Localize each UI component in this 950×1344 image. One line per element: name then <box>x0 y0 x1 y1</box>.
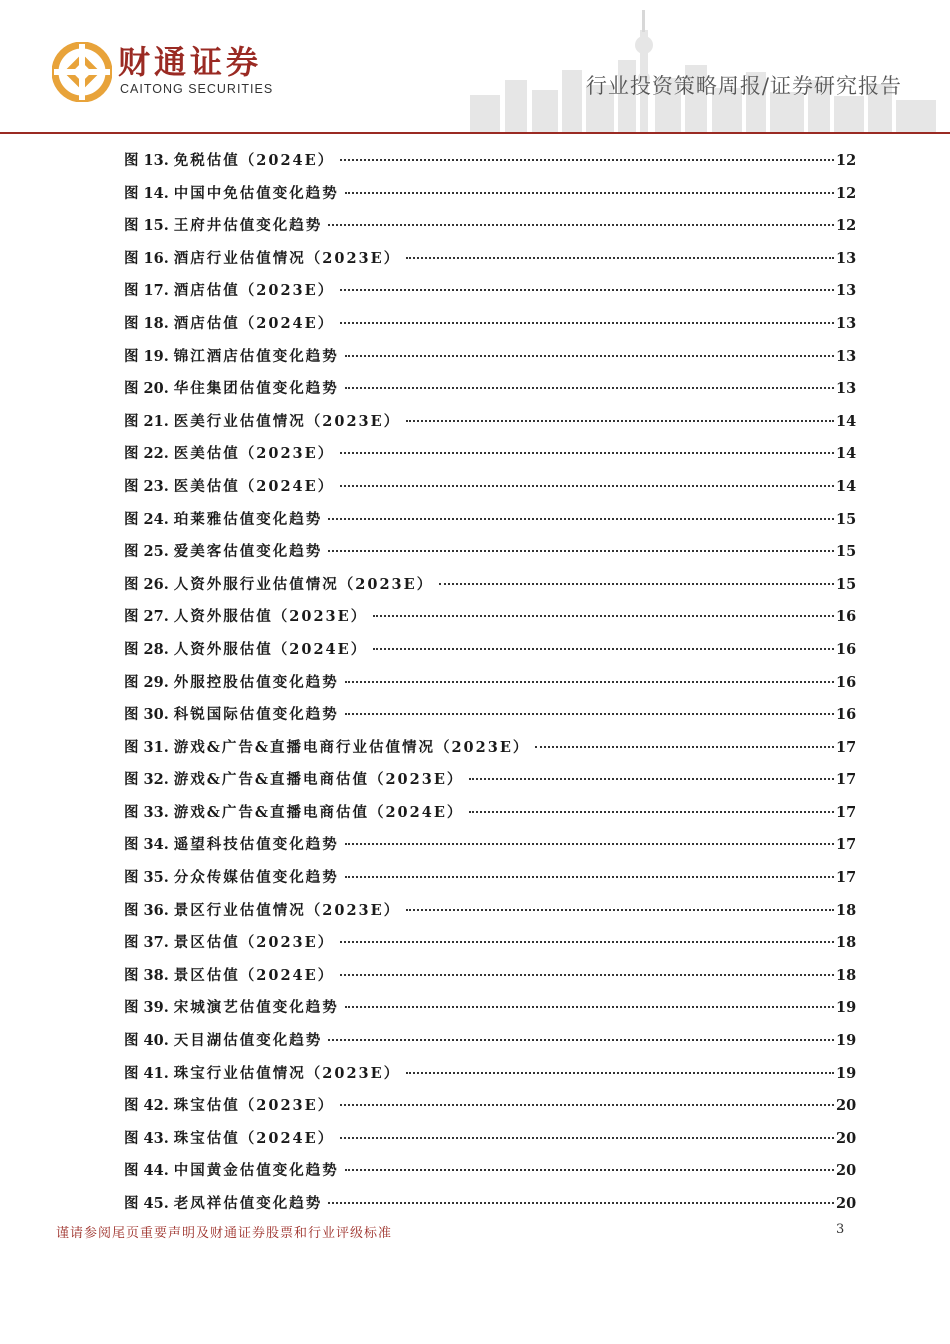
toc-entry-page: 15 <box>836 575 857 593</box>
toc-entry-title: 人资外服估值（2024E） <box>173 640 368 658</box>
toc-entry-title: 遥望科技估值变化趋势 <box>173 836 339 854</box>
toc-dot-leader <box>340 437 834 454</box>
toc-entry-page: 17 <box>836 869 857 887</box>
toc-dot-leader <box>406 242 834 259</box>
toc-entry-page: 18 <box>836 966 857 984</box>
toc-entry-page: 17 <box>836 836 857 854</box>
toc-entry-number: 图 20. <box>124 380 169 398</box>
toc-entry-page: 14 <box>836 445 857 463</box>
toc-entry-page: 20 <box>836 1129 857 1147</box>
toc-entry-page: 19 <box>836 999 857 1017</box>
disclaimer-note: 谨请参阅尾页重要声明及财通证券股票和行业评级标准 <box>56 1226 393 1241</box>
toc-entry-title: 外服控股估值变化趋势 <box>173 673 339 691</box>
toc-entry-number: 图 43. <box>124 1129 169 1147</box>
toc-entry-title: 医美估值（2024E） <box>173 477 335 495</box>
toc-entry-number: 图 14. <box>124 184 169 202</box>
toc-dot-leader <box>328 1187 834 1204</box>
toc-entry-page: 13 <box>836 347 857 365</box>
toc-entry-title: 珠宝估值（2023E） <box>173 1097 335 1115</box>
toc-dot-leader <box>328 209 834 226</box>
toc-entry-number: 图 26. <box>124 575 169 593</box>
toc-entry-number: 图 45. <box>124 1195 169 1212</box>
toc-entry-title: 科锐国际估值变化趋势 <box>173 706 339 724</box>
toc-dot-leader <box>340 274 834 291</box>
toc-entry-title: 王府井估值变化趋势 <box>173 217 323 235</box>
toc-entry-title: 景区行业估值情况（2023E） <box>173 901 401 919</box>
toc-entry-number: 图 36. <box>124 901 169 919</box>
toc-dot-leader <box>439 568 834 585</box>
toc-entry-title: 游戏&广告&直播电商估值（2023E） <box>173 771 464 789</box>
toc-entry-title: 天目湖估值变化趋势 <box>173 1032 323 1050</box>
toc-entry-number: 图 16. <box>124 249 169 267</box>
toc-entry-title: 景区估值（2024E） <box>173 966 335 984</box>
toc-dot-leader <box>328 535 834 552</box>
toc-entry-number: 图 13. <box>124 152 169 169</box>
page-header <box>0 0 950 138</box>
toc-entry-title: 老凤祥估值变化趋势 <box>173 1195 323 1212</box>
toc-entry-page: 13 <box>836 314 857 332</box>
toc-entry-number: 图 35. <box>124 869 169 887</box>
toc-entry-page: 18 <box>836 934 857 952</box>
toc-entry-page: 19 <box>836 1032 857 1050</box>
toc-dot-leader <box>328 1024 834 1041</box>
toc-dot-leader <box>340 926 834 943</box>
toc-entry-title: 游戏&广告&直播电商行业估值情况（2023E） <box>173 738 530 756</box>
toc-entry-title: 酒店估值（2023E） <box>173 282 335 300</box>
toc-dot-leader <box>340 1089 834 1106</box>
toc-entry-number: 图 22. <box>124 445 169 463</box>
toc-dot-leader <box>345 698 834 715</box>
toc-entry-number: 图 33. <box>124 803 169 821</box>
toc-entry-title: 锦江酒店估值变化趋势 <box>173 347 339 365</box>
toc-dot-leader <box>328 503 834 520</box>
toc-dot-leader <box>345 991 834 1008</box>
toc-entry-page: 20 <box>836 1162 857 1180</box>
toc-entry-title: 酒店行业估值情况（2023E） <box>173 249 401 267</box>
toc-entry-number: 图 21. <box>124 412 169 430</box>
toc-entry-number: 图 15. <box>124 217 169 235</box>
toc-dot-leader <box>345 828 834 845</box>
toc-entry-page: 16 <box>836 640 857 658</box>
toc-dot-leader <box>373 633 834 650</box>
toc-entry-title: 珠宝估值（2024E） <box>173 1129 335 1147</box>
toc-dot-leader <box>406 405 834 422</box>
page-number: 3 <box>836 1222 845 1237</box>
toc-dot-leader <box>406 894 834 911</box>
toc-entry-page: 19 <box>836 1064 857 1082</box>
toc-entry-title: 爱美客估值变化趋势 <box>173 543 323 561</box>
toc-entry-page: 17 <box>836 738 857 756</box>
toc-entry-page: 17 <box>836 803 857 821</box>
toc-entry-title: 人资外服估值（2023E） <box>173 608 368 626</box>
toc-entry-title: 游戏&广告&直播电商估值（2024E） <box>173 803 464 821</box>
toc-entry-title: 珠宝行业估值情况（2023E） <box>173 1064 401 1082</box>
toc-entry-number: 图 19. <box>124 347 169 365</box>
toc-entry-page: 16 <box>836 706 857 724</box>
toc-entry-page: 12 <box>836 217 857 235</box>
toc-dot-leader <box>345 666 834 683</box>
toc-dot-leader <box>345 340 834 357</box>
toc-dot-leader <box>345 861 834 878</box>
toc-entry-title: 医美估值（2023E） <box>173 445 335 463</box>
toc-entry-title: 华住集团估值变化趋势 <box>173 380 339 398</box>
header-divider <box>0 132 950 134</box>
toc-entry-page: 20 <box>836 1097 857 1115</box>
toc-entry-number: 图 27. <box>124 608 169 626</box>
toc-entry-number: 图 44. <box>124 1162 169 1180</box>
toc-entry-number: 图 40. <box>124 1032 169 1050</box>
report-type: 行业投资策略周报/证券研究报告 <box>585 74 902 98</box>
toc-entry-title: 宋城演艺估值变化趋势 <box>173 999 339 1017</box>
toc-dot-leader <box>340 144 834 161</box>
toc-entry-number: 图 25. <box>124 543 169 561</box>
toc-entry-page: 20 <box>836 1195 857 1212</box>
toc-entry-page: 15 <box>836 543 857 561</box>
brand-name-en: CAITONG SECURITIES <box>120 82 274 96</box>
toc-entry-title: 酒店估值（2024E） <box>173 314 335 332</box>
toc-entry-page: 16 <box>836 608 857 626</box>
toc-entry-page: 14 <box>836 412 857 430</box>
toc-entry-number: 图 42. <box>124 1097 169 1115</box>
toc-entry-number: 图 31. <box>124 738 169 756</box>
toc-dot-leader <box>469 796 834 813</box>
toc-dot-leader <box>373 600 834 617</box>
toc-entry-number: 图 34. <box>124 836 169 854</box>
brand-name-cn: 财通证券 <box>118 43 263 81</box>
toc-entry-title: 景区估值（2023E） <box>173 934 335 952</box>
toc-entry-title: 医美行业估值情况（2023E） <box>173 412 401 430</box>
toc-dot-leader <box>345 177 834 194</box>
toc-entry-page: 14 <box>836 477 857 495</box>
toc-entry-number: 图 37. <box>124 934 169 952</box>
toc-entry-number: 图 18. <box>124 314 169 332</box>
toc-dot-leader <box>340 959 834 976</box>
toc-dot-leader <box>345 1154 834 1171</box>
toc-entry-page: 13 <box>836 249 857 267</box>
toc-dot-leader <box>340 307 834 324</box>
toc-entry[interactable] <box>124 1191 856 1224</box>
toc-entry-number: 图 29. <box>124 673 169 691</box>
toc-entry-page: 15 <box>836 510 857 528</box>
toc-entry-page: 18 <box>836 901 857 919</box>
toc-entry-title: 分众传媒估值变化趋势 <box>173 869 339 887</box>
toc-entry-number: 图 41. <box>124 1064 169 1082</box>
toc-dot-leader <box>535 731 834 748</box>
toc-entry-page: 12 <box>836 152 857 169</box>
toc-dot-leader <box>406 1057 834 1074</box>
toc-entry-title: 免税估值（2024E） <box>173 152 335 169</box>
toc-dot-leader <box>345 372 834 389</box>
toc-entry-page: 13 <box>836 380 857 398</box>
toc-entry-page: 13 <box>836 282 857 300</box>
toc-dot-leader <box>469 763 834 780</box>
toc-entry-title: 珀莱雅估值变化趋势 <box>173 510 323 528</box>
toc-entry-title: 人资外服行业估值情况（2023E） <box>173 575 434 593</box>
toc-dot-leader <box>340 470 834 487</box>
figure-toc-list <box>124 148 856 1224</box>
toc-entry-title: 中国中免估值变化趋势 <box>173 184 339 202</box>
toc-entry-title: 中国黄金估值变化趋势 <box>173 1162 339 1180</box>
caitong-logo-icon <box>52 42 112 102</box>
toc-entry-number: 图 38. <box>124 966 169 984</box>
toc-entry-page: 12 <box>836 184 857 202</box>
toc-entry-number: 图 32. <box>124 771 169 789</box>
toc-entry-number: 图 39. <box>124 999 169 1017</box>
toc-entry-number: 图 28. <box>124 640 169 658</box>
toc-entry-number: 图 23. <box>124 477 169 495</box>
toc-dot-leader <box>340 1122 834 1139</box>
toc-entry-page: 16 <box>836 673 857 691</box>
toc-entry-page: 17 <box>836 771 857 789</box>
toc-entry-number: 图 24. <box>124 510 169 528</box>
toc-entry-number: 图 17. <box>124 282 169 300</box>
toc-entry-number: 图 30. <box>124 706 169 724</box>
